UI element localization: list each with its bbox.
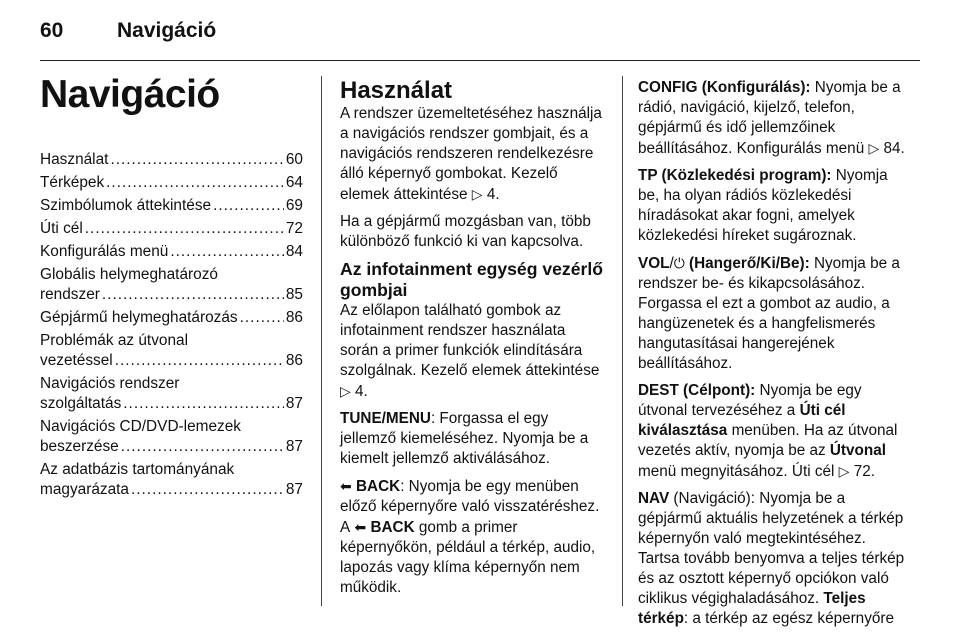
toc-entry-title: magyarázata [40,481,129,498]
toc-entry[interactable] [40,331,303,371]
toc-page-number: 85 [285,286,303,303]
toc-entry-line [40,173,303,193]
section-title: Használat [340,77,453,104]
toc-page-number: 87 [285,481,303,498]
intro-paragraph: A rendszer üzemeltetéséhez használja a navigációs rendszer gombjait, és a navigációs rendszeren rendelkezésre álló képernyő gombokat. Kezelő elemek áttekintése ▷ 4. [340,105,602,203]
toc-entry-title-line: Navigációs rendszer [40,375,180,392]
toc-entry-title: Használat [40,151,109,168]
toc-dot-leader [115,351,284,371]
toc-entry[interactable] [40,219,303,239]
toc-page-number: 87 [285,395,303,412]
running-header-title: Navigáció [117,19,217,42]
toc-dot-leader [123,394,284,414]
page-ref-icon: ▷ [471,186,483,202]
toc-dot-leader [240,308,284,328]
toc-entry[interactable] [40,196,303,216]
chapter-title: Navigáció [40,73,220,116]
power-icon: ⏻ [673,255,685,271]
toc-entry-title: beszerzése [40,438,119,455]
toc-entry-title: Konfigurálás menü [40,243,169,260]
toc-dot-leader [170,242,284,262]
page-ref-icon: ▷ [340,383,351,399]
toc-dot-leader [213,196,284,216]
toc-entry-line [40,242,303,262]
toc-dot-leader [85,219,284,239]
sub-intro-paragraph: Az előlapon található gombok az infotainment rendszer használata során a primer funkciók elindítására szolgálnak. Kezelő elemek áttekintése ▷ 4. [340,302,600,400]
toc-entry-line [40,308,303,328]
toc-entry-line [40,480,303,500]
back-paragraph: ⬅ BACK: Nyomja be egy menüben előző képernyőre való visszatéréshez. A ⬅ BACK gomb a primer képernyőkön, például a térkép, audio, lapozás vagy klíma képernyőn nem működik. [340,478,600,596]
right-column [638,78,908,636]
toc-entry[interactable] [40,308,303,328]
dest-paragraph: DEST (Célpont): Nyomja be egy útvonal tervezéséhez a Úti cél kiválasztása menüben. Ha az útvonal vezetés aktív, nyomja be az Útvonal menü megnyitásához. Úti cél ▷ 72. [638,382,898,480]
column-divider-right [622,76,623,606]
toc-entry-title-line: Az adatbázis tartományának [40,461,235,478]
toc-page-number: 72 [285,220,303,237]
toc-entry-title-line: Globális helymeghatározó [40,266,218,283]
toc-entry[interactable] [40,242,303,262]
back-arrow-icon: ⬅ [340,478,352,494]
page-ref-icon: ▷ [868,140,880,156]
toc-page-number: 84 [285,243,303,260]
toc-entry-title: rendszer [40,286,100,303]
toc-entry-title: Úti cél [40,220,83,237]
moving-note: Ha a gépjármű mozgásban van, több különböző funkció ki van kapcsolva. [340,213,591,250]
toc-entry-line [40,196,303,216]
toc-entry[interactable] [40,265,303,305]
toc-entry-line [40,351,303,371]
toc-entry-line [40,150,303,170]
toc-dot-leader [110,150,283,170]
column-divider-left [321,76,322,606]
header-divider [40,60,920,61]
toc-entry-line [40,394,303,414]
table-of-contents [40,150,303,503]
subsection-title: Az infotainment egység vezérlő gombjai [340,259,603,300]
toc-entry-title: szolgáltatás [40,395,122,412]
toc-entry-title: Térképek [40,174,105,191]
toc-page-number: 86 [285,309,303,326]
toc-entry-title-line: Problémák az útvonal [40,332,188,349]
main-column [340,78,606,605]
toc-entry[interactable] [40,417,303,457]
toc-entry-title: Gépjármű helymeghatározás [40,309,238,326]
toc-dot-leader [102,285,284,305]
toc-page-number: 69 [285,197,303,214]
toc-entry[interactable] [40,150,303,170]
toc-page-number: 64 [285,174,303,191]
toc-entry-line [40,219,303,239]
toc-entry[interactable] [40,460,303,500]
tune-menu-paragraph: TUNE/MENU: Forgassa el egy jellemző kiemeléséhez. Nyomja be a kiemelt jellemző aktiválásához. [340,410,589,467]
back-arrow-icon: ⬅ [354,519,367,535]
tp-paragraph: TP (Közlekedési program): Nyomja be, ha olyan rádiós közlekedési híradásokat akar fogni, amelyek közlekedési híreket sugároznak. [638,167,888,244]
toc-dot-leader [121,437,284,457]
toc-page-number: 87 [285,438,303,455]
toc-entry-title-line: Navigációs CD/DVD-lemezek [40,418,241,435]
toc-entry-line [40,285,303,305]
toc-entry[interactable] [40,173,303,193]
nav-paragraph: NAV (Navigáció): Nyomja be a gépjármű aktuális helyzetének a térkép képernyőn való megtekintéséhez. Tartsa tovább benyomva a teljes térkép és az osztott képernyő opciókon való ciklikus végighaladásához. Teljes térkép: a térkép az egész képernyőre [638,490,905,627]
toc-page-number: 60 [285,151,303,168]
toc-entry-title: vezetéssel [40,352,113,369]
toc-entry-title: Szimbólumok áttekintése [40,197,212,214]
config-paragraph: CONFIG (Konfigurálás): Nyomja be a rádió, navigáció, kijelző, telefon, gépjármű és idő jellemzőinek beállításához. Konfigurálás menü ▷ 84. [638,79,905,157]
toc-dot-leader [131,480,284,500]
toc-entry[interactable] [40,374,303,414]
vol-paragraph: VOL/⏻ (Hangerő/Ki/Be): Nyomja be a rendszer be- és kikapcsolásához. Forgassa el ezt a gombot az audio, a hangüzenetek és a hangfelismerés hangutasításai hangerejének beállításához. [638,255,900,372]
page-number: 60 [40,19,64,42]
toc-entry-line [40,437,303,457]
page-ref-icon: ▷ [838,463,850,479]
toc-dot-leader [106,173,284,193]
toc-page-number: 86 [285,352,303,369]
